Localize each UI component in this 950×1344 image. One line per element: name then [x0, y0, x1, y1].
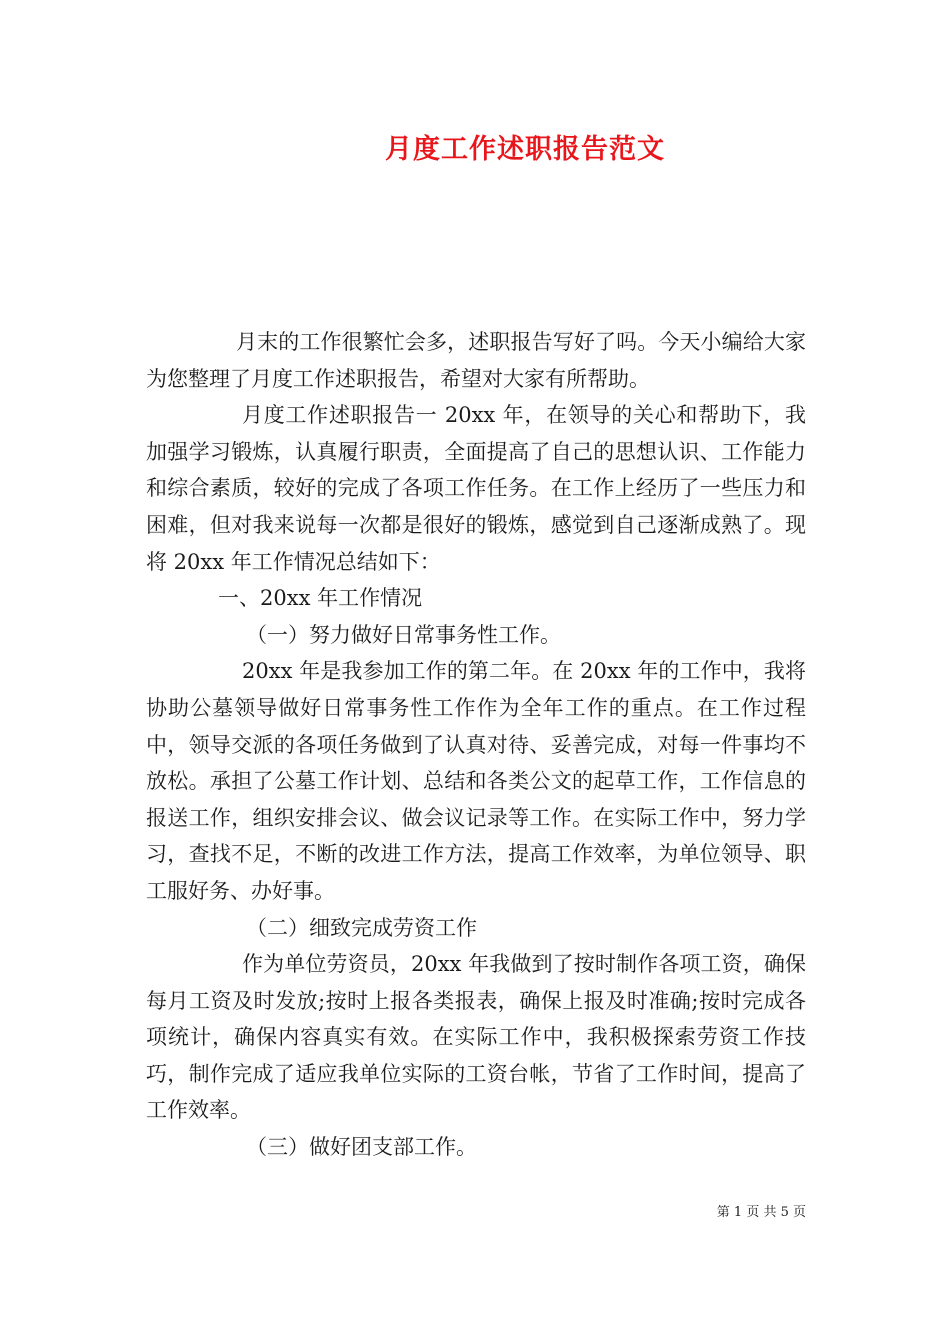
- paragraph-payroll-work: 作为单位劳资员，20xx 年我做到了按时制作各项工资，确保每月工资及时发放;按时上报各类报表，确保上报及时准确;按时完成各项统计，确保内容真实有效。在实际工作中，我积极探索劳资工作技巧，制作完成了适应我单位实际的工资台帐，节省了工作时间，提高了工作效率。: [146, 952, 806, 1123]
- document-body: [146, 324, 806, 1166]
- subsection-heading: （一）努力做好日常事务性工作。: [246, 622, 561, 647]
- paragraph-daily-work: 20xx 年是我参加工作的第二年。在 20xx 年的工作中，我将协助公墓领导做好日常事务性工作作为全年工作的重点。在工作过程中，领导交派的各项任务做到了认真对待、妥善完成，对每一件事均不放松。承担了公墓工作计划、总结和各类公文的起草工作，工作信息的报送工作，组织安排会议、做会议记录等工作。在实际工作中，努力学习，查找不足，不断的改进工作方法，提高工作效率，为单位领导、职工服好务、办好事。: [146, 659, 806, 903]
- page-number-footer: 第 1 页 共 5 页: [716, 1205, 806, 1220]
- section-heading: 一、20xx 年工作情况: [218, 586, 423, 611]
- subsection-heading: （二）细致完成劳资工作: [246, 915, 477, 940]
- paragraph-intro: 月末的工作很繁忙会多，述职报告写好了吗。今天小编给大家为您整理了月度工作述职报告，希望对大家有所帮助。: [146, 330, 806, 391]
- subsection-heading: （三）做好团支部工作。: [246, 1135, 477, 1160]
- paragraph-report-opening: 月度工作述职报告一 20xx 年，在领导的关心和帮助下，我加强学习锻炼，认真履行职责，全面提高了自己的思想认识、工作能力和综合素质，较好的完成了各项工作任务。在工作上经历了一些压力和困难，但对我来说每一次都是很好的锻炼，感觉到自己逐渐成熟了。现将 20xx 年工作情况总结如下：: [146, 403, 806, 574]
- document-title: 月度工作述职报告范文: [385, 134, 665, 165]
